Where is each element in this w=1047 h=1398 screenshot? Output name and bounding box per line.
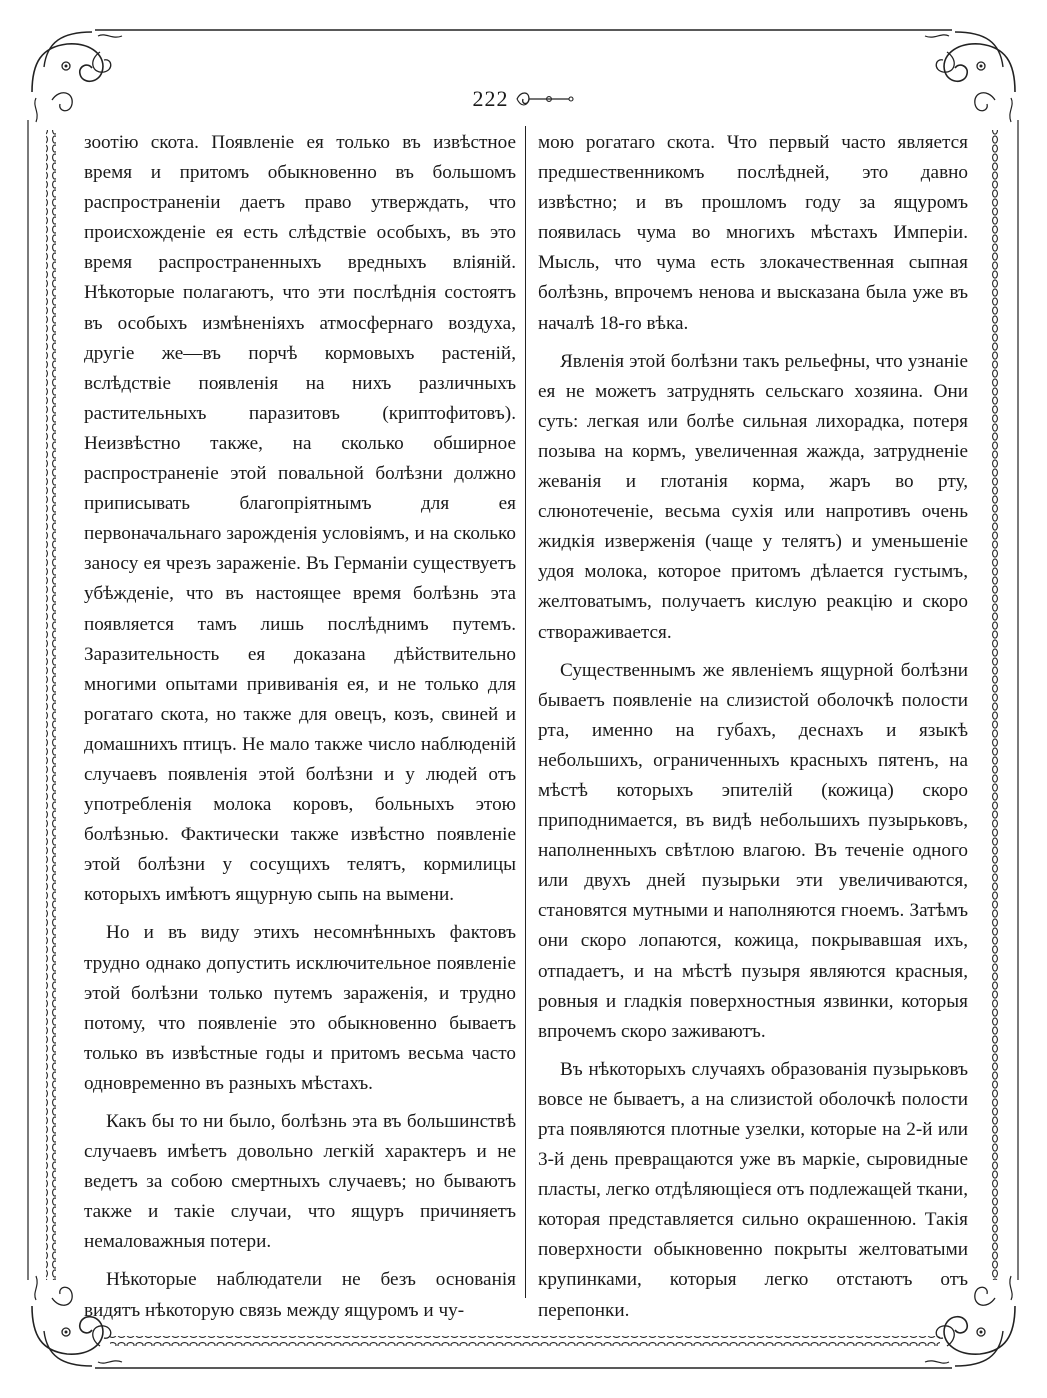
header-ornament-icon	[515, 89, 575, 109]
paragraph: Нѣкоторые наблюдатели не безъ основанія видятъ нѣкоторую связь между ящуромъ и чу-	[84, 1269, 516, 1321]
paragraph: Какъ бы то ни было, болѣзнь эта въ большинствѣ случаевъ имѣетъ довольно легкій характеръ и не ведетъ за собою смертныхъ случаевъ; но бываютъ также и такіе случаи, что ящуръ причиняетъ немаловажныя потери.	[84, 1111, 516, 1253]
paragraph: Явленія этой болѣзни такъ рельефны, что узнаніе ея не можетъ затруднять сельскаго хозяина. Они суть: легкая или болѣе сильная лихорадка, потеря позыва на кормъ, увеличенная жажда, затрудненіе жеванія и глотанія корма, жаръ во рту, слюнотеченіе, весьма сухія или напротивъ очень жидкія изверженія (чаще у телятъ) и уменьшеніе удоя молока, которое притомъ дѣлается густымъ, желтоватымъ, получаетъ кислую реакцію и скоро створаживается.	[538, 350, 968, 643]
left-column	[84, 128, 516, 1326]
paragraph: Въ нѣкоторыхъ случаяхъ образованія пузырьковъ вовсе не бываетъ, а на слизистой оболочкѣ полости рта появляются плотные узелки, которые на 2-й или 3-й день превращаются уже въ маркіе, сыровидные пласты, легко отдѣляющіеся отъ подлежащей ткани, которая представляется сильно окрашенною. Такія поверхности обыкновенно покрыты желтоватыми крупинками, которыя легко отстаютъ отъ перепонки.	[538, 1058, 968, 1321]
right-column	[538, 128, 968, 1326]
paragraph: Существеннымъ же явленіемъ ящурной болѣзни бываетъ появленіе на слизистой оболочкѣ полости рта, именно на губахъ, деснахъ и языкѣ небольшихъ, ограниченныхъ красныхъ пятенъ, на мѣстѣ которыхъ эпителій (кожица) скоро приподнимается, въ видѣ небольшихъ пузырьковъ, наполненныхъ свѣтлою влагою. Въ теченіе одного или двухъ дней пузырьки эти увеличиваются, становятся мутными и наполняются гноемъ. Затѣмъ они скоро лопаются, кожица, покрывавшая ихъ, отпадаетъ, и на мѣстѣ пузыря являются красныя, ровныя и гладкія поверхностныя язвинки, которыя впрочемъ скоро заживаютъ.	[538, 659, 968, 1042]
page-number: 222	[472, 86, 509, 111]
column-divider	[525, 126, 526, 1298]
paragraph: зоотію скота. Появленіе ея только въ извѣстное время и притомъ обыкновенно въ большомъ распространеніи даетъ право утверждать, что происхожденіе ея есть слѣдствіе особыхъ, въ это время распространенныхъ вредныхъ вліяній. Нѣкоторые полагаютъ, что эти послѣднія состоятъ въ особыхъ измѣненіяхъ атмосфернаго воздуха, другіе же—въ порчѣ кормовыхъ растеній, вслѣдствіе появленія на нихъ различныхъ растительныхъ паразитовъ (криптофитовъ). Неизвѣстно также, на сколько обширное распространеніе этой повальной болѣзни должно приписывать благопріятнымъ для ея первоначальнаго зарожденія условіямъ, и на сколько заносу ея чрезъ зараженіе. Въ Германіи существуетъ убѣжденіе, что въ настоящее время болѣзнь эта появляется тамъ лишь послѣднимъ путемъ. Заразительность ея доказана дѣйствительно многими опытами прививанія ея, и не только для рогатаго скота, но также для овецъ, козъ, свиней и домашнихъ птицъ. Не мало также число наблюденій случаевъ появленія этой болѣзни и у людей отъ употребленія молока коровъ, больныхъ этою болѣзнью. Фактически также извѣстно появленіе этой болѣзни у сосущихъ телятъ, кормилицы которыхъ имѣютъ ящурную сыпь на вымени.	[84, 132, 516, 906]
page-header	[0, 84, 1047, 114]
paragraph: Но и въ виду этихъ несомнѣнныхъ фактовъ трудно однако допустить исключительное появленіе этой болѣзни только путемъ зараженія, и трудно потому, что появленіе это обыкновенно бываетъ только въ извѣстные годы и притомъ весьма часто одновременно въ разныхъ мѣстахъ.	[84, 922, 516, 1094]
paragraph: мою рогатаго скота. Что первый часто является предшественникомъ послѣдней, это давно извѣстно; и въ прошломъ году за ящуромъ появилась чума во многихъ мѣстахъ Имперіи. Мысль, что чума есть злокачественная сыпная болѣзнь, впрочемъ ненова и высказана была уже въ началѣ 18-го вѣка.	[538, 132, 968, 334]
